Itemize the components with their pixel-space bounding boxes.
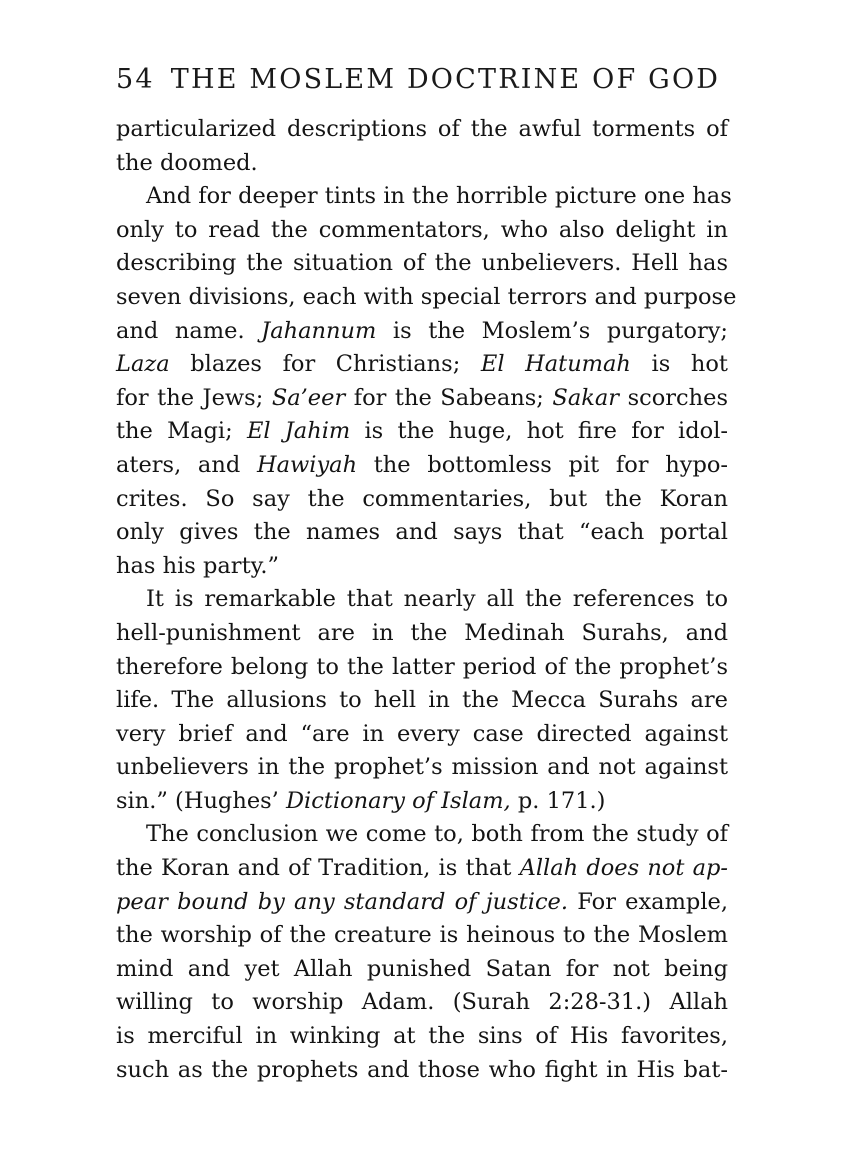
text-line: the worship of the creature is heinous to the Moslem — [116, 922, 728, 949]
running-title: THE MOSLEM DOCTRINE OF GOD — [170, 64, 721, 95]
text-line: sin.” (Hughes’ Dictionary of Islam, p. 171.) — [116, 787, 606, 814]
text-line: particularized descriptions of the awful torments of — [116, 116, 728, 142]
paragraph-start-line: And for deeper tints in the horrible picture one has — [146, 183, 732, 210]
text-line: mind and yet Allah punished Satan for not being — [116, 955, 728, 982]
paragraph-start-line: It is remarkable that nearly all the references to — [146, 586, 728, 613]
text-line: unbelievers in the prophet’s mission and not against — [116, 754, 728, 781]
page-number: 54 — [116, 64, 155, 95]
text-line: the Magi; El Jahim is the huge, hot fire for idol- — [116, 418, 728, 445]
text-line: aters, and Hawiyah the bottomless pit for hypo- — [116, 451, 728, 478]
text-line: hell-punishment are in the Medinah Surahs, and — [116, 619, 728, 646]
text-line: such as the prophets and those who fight in His bat- — [116, 1056, 728, 1083]
running-head — [116, 64, 756, 95]
text-line: only gives the names and says that “each portal — [116, 519, 728, 546]
text-line: is merciful in winking at the sins of His favorites, — [116, 1023, 728, 1050]
text-line: describing the situation of the unbelievers. Hell has — [116, 250, 728, 277]
body-text — [116, 113, 737, 1087]
text-line: Laza blazes for Christians; El Hatumah is hot — [116, 351, 728, 378]
text-line: for the Jews; Sa’eer for the Sabeans; Sakar scorches — [116, 384, 729, 411]
text-line: and name. Jahannum is the Moslem’s purgatory; — [116, 317, 728, 344]
text-line: life. The allusions to hell in the Mecca Surahs are — [116, 687, 728, 714]
text-line: willing to worship Adam. (Surah 2:28-31.) Allah — [116, 989, 728, 1016]
text-line: the doomed. — [116, 149, 258, 176]
text-line: therefore belong to the latter period of the prophet’s — [116, 653, 728, 680]
text-line: has his party.” — [116, 552, 279, 579]
text-line: very brief and “are in every case directed against — [116, 720, 728, 747]
text-line: seven divisions, each with special terrors and purpose — [116, 283, 737, 310]
text-line: the Koran and of Tradition, is that Allah does not ap- — [116, 855, 728, 882]
text-line: crites. So say the commentaries, but the Koran — [116, 485, 728, 512]
text-line: pear bound by any standard of justice. For example, — [116, 888, 729, 915]
paragraph-start-line: The conclusion we come to, both from the study of — [146, 821, 728, 848]
text-line: only to read the commentators, who also delight in — [116, 216, 728, 243]
